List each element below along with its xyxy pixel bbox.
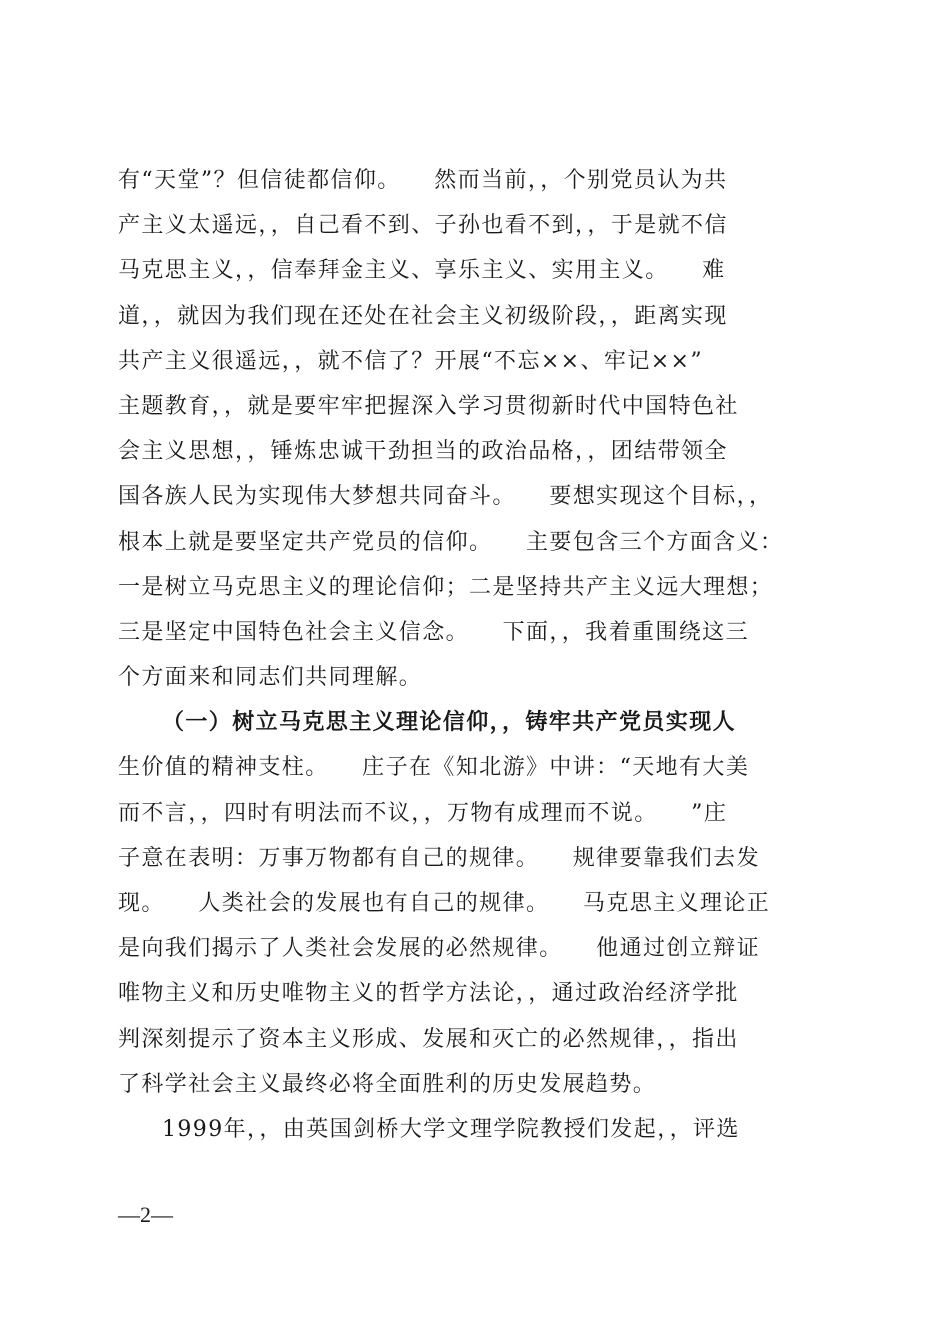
text-line: 唯物主义和历史唯物主义的哲学方法论，，通过政治经济学批 [118,981,739,1007]
text-line: 共产主义很遥远，，就不信了？开展“不忘××、牢记××” [118,348,704,374]
body-text [118,158,824,1152]
text-line: 现。 人类社会的发展也有自己的规律。 马克思主义理论正 [118,891,771,916]
section-heading-line: （一）树立马克思主义理论信仰，，铸牢共产党员实现人 [162,709,737,736]
text-line: 道，，就因为我们现在还处在社会主义初级阶段，，距离实现 [118,303,728,329]
text-line: 了科学社会主义最终必将全面胜利的历史发展趋势。 [118,1071,657,1097]
text-line: 是向我们揭示了人类社会发展的必然规律。 他通过创立辩证 [118,936,760,962]
text-line: 会主义思想，，锤炼忠诚干劲担当的政治品格，，团结带领全 [118,439,728,465]
text-line: 产主义太遥远，，自己看不到、子孙也看不到，，于是就不信 [118,213,728,239]
text-line: 一是树立马克思主义的理论信仰；二是坚持共产主义远大理想； [118,574,774,600]
paragraph-start-line: 1999年，，由英国剑桥大学文理学院教授们发起，，评选 [162,1116,740,1142]
text-line: 而不言，，四时有明法而不议，，万物有成理而不说。 ”庄 [118,800,728,826]
text-line: 马克思主义，，信奉拜金主义、享乐主义、实用主义。 难 [118,258,726,284]
text-line: 子意在表明：万事万物都有自己的规律。 规律要靠我们去发 [118,845,760,871]
text-line: 主题教育，，就是要牢牢把握深入学习贯彻新时代中国特色社 [118,393,739,419]
text-line: 判深刻提示了资本主义形成、发展和灭亡的必然规律，，指出 [118,1026,739,1052]
page-number: —2— [118,1202,173,1227]
text-line: 个方面来和同志们共同理解。 [118,665,423,691]
text-line: 有“天堂”？但信徒都信仰。 然而当前，，个别党员认为共 [118,168,728,193]
text-line: 国各族人民为实现伟大梦想共同奋斗。 要想实现这个目标，， [118,484,773,510]
text-line: 生价值的精神支柱。 庄子在《知北游》中讲：“天地有大美 [118,755,750,781]
text-line: 根本上就是要坚定共产党员的信仰。 主要包含三个方面含义： [118,529,784,555]
text-line: 三是坚定中国特色社会主义信念。 下面，，我着重围绕这三 [118,619,749,645]
